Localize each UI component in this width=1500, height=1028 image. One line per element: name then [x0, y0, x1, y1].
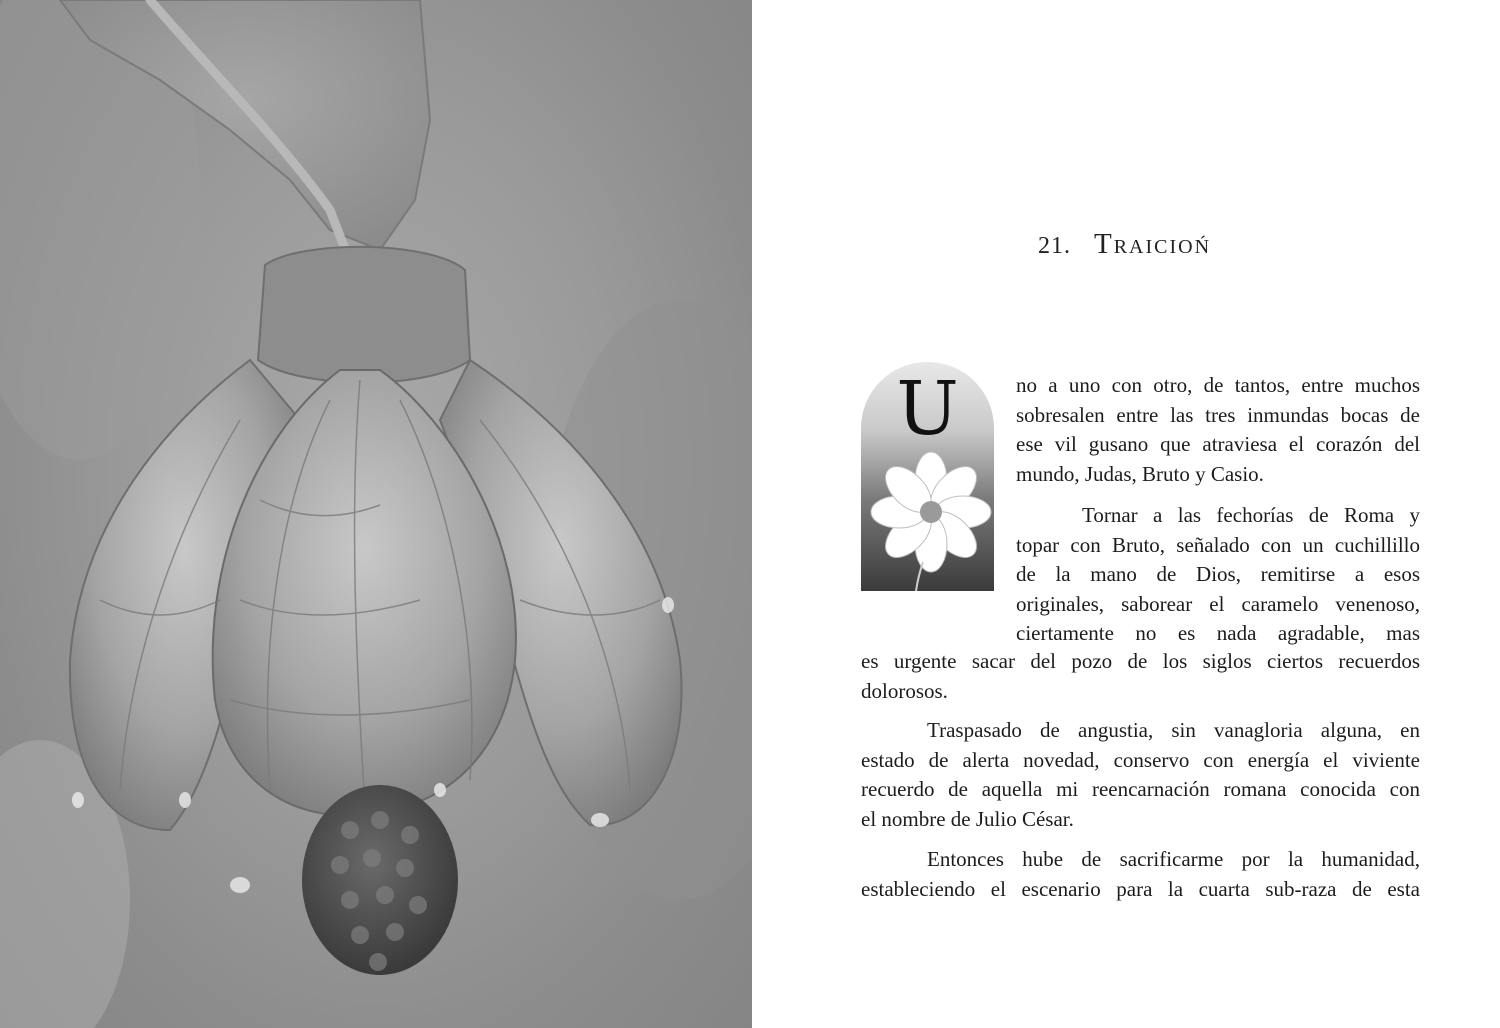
text-line: mundo, Judas, Bruto y Casio.: [1016, 461, 1264, 486]
text-line: estableciendo el escenario para la cuarta sub-raza de esta: [861, 876, 1420, 901]
chapter-title: Traicioń: [1094, 228, 1212, 260]
calyx-shape: [258, 247, 470, 383]
text-page: [752, 0, 1500, 1028]
text-line: el nombre de Julio César.: [861, 806, 1074, 831]
chapter-number: 21.: [1038, 233, 1071, 259]
text-line: Entonces hube de sacrificarme por la humanidad,: [927, 847, 1420, 871]
text-line: Tornar a las fechorías de Roma y: [1082, 503, 1420, 527]
paragraph-4: [861, 845, 1420, 904]
text-line: sobresalen entre las tres inmundas bocas de: [1016, 402, 1420, 427]
dropcap-illustration: [861, 362, 994, 591]
text-line: topar con Bruto, señalado con un cuchillillo: [1016, 532, 1420, 557]
paragraph-3: [861, 716, 1420, 834]
text-line: no a uno con otro, de tantos, entre muchos: [1016, 373, 1420, 397]
chapter-heading: [1038, 228, 1211, 261]
text-line: originales, saborear el caramelo venenoso,: [1016, 591, 1420, 616]
text-line: estado de alerta novedad, conservo con energía el viviente: [861, 747, 1420, 772]
paragraph-1: [1016, 371, 1420, 489]
text-line: ese vil gusano que atraviesa el corazón del: [1016, 432, 1420, 456]
text-line: recuerdo de aquella mi reencarnación romana conocida con: [861, 777, 1420, 801]
text-line: Traspasado de angustia, sin vanagloria alguna, en: [927, 718, 1420, 742]
paragraph-2: [1016, 501, 1420, 649]
dropcap-letter: U: [896, 366, 959, 452]
text-line: es urgente sacar del pozo de los siglos ciertos recuerdos: [861, 649, 1420, 673]
text-line: dolorosos.: [861, 678, 948, 703]
text-line: de la mano de Dios, remitirse a esos: [1016, 562, 1420, 586]
paragraph-2-continued: [861, 647, 1420, 706]
text-line: ciertamente no es nada agradable, mas: [1016, 621, 1420, 645]
